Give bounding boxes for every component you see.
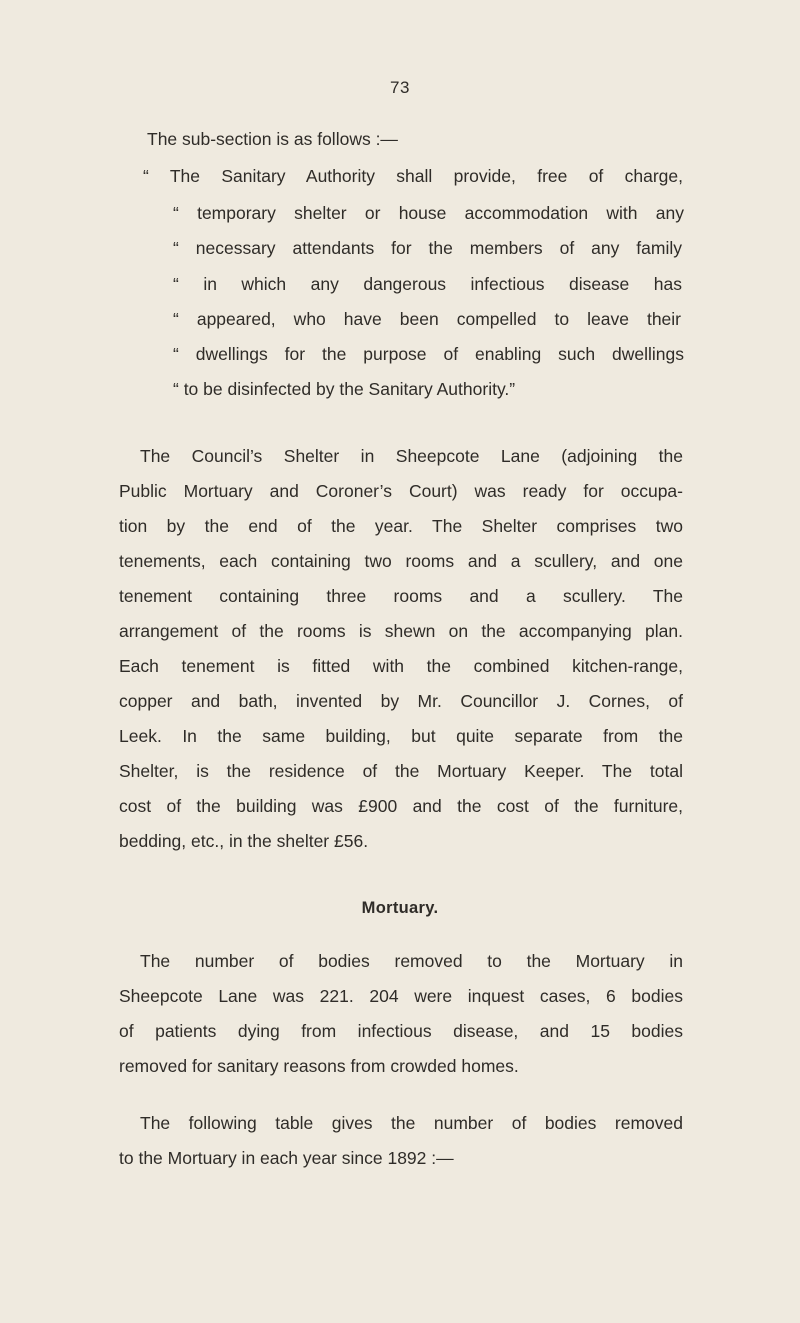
paragraph-line: Sheepcote Lane was 221. 204 were inquest cases, 6 bodies	[119, 986, 683, 1006]
paragraph-line: The following table gives the number of bodies removed	[140, 1113, 683, 1133]
paragraph-line: Shelter, is the residence of the Mortuary Keeper. The total	[119, 761, 683, 781]
paragraph-line: Public Mortuary and Coroner’s Court) was ready for occupa-	[119, 481, 683, 501]
paragraph-line: of patients dying from infectious disease, and 15 bodies	[119, 1021, 683, 1041]
paragraph-line: Each tenement is fitted with the combined kitchen-range,	[119, 656, 683, 676]
quote-line: “ to be disinfected by the Sanitary Authority.”	[173, 379, 516, 399]
quote-line: “ The Sanitary Authority shall provide, free of charge,	[143, 166, 683, 186]
paragraph-line: tion by the end of the year. The Shelter comprises two	[119, 516, 683, 536]
paragraph-line: copper and bath, invented by Mr. Councillor J. Cornes, of	[119, 691, 683, 711]
paragraph-line: bedding, etc., in the shelter £56.	[119, 831, 369, 851]
paragraph-line: The Council’s Shelter in Sheepcote Lane (adjoining the	[140, 446, 683, 466]
paragraph-line: to the Mortuary in each year since 1892 :—	[119, 1148, 454, 1168]
paragraph-line: cost of the building was £900 and the cost of the furniture,	[119, 796, 683, 816]
paragraph-line: tenements, each containing two rooms and a scullery, and one	[119, 551, 683, 571]
quote-line: “ appeared, who have been compelled to leave their	[173, 309, 681, 329]
paragraph-line: removed for sanitary reasons from crowded homes.	[119, 1056, 519, 1076]
paragraph-line: The number of bodies removed to the Mortuary in	[140, 951, 683, 971]
quote-line: “ dwellings for the purpose of enabling such dwellings	[173, 344, 684, 364]
paragraph-line: tenement containing three rooms and a scullery. The	[119, 586, 683, 606]
section-heading: Mortuary.	[361, 899, 439, 917]
intro-line: The sub-section is as follows :—	[147, 129, 398, 149]
page-number: 73	[390, 78, 410, 97]
quote-line: “ necessary attendants for the members of any family	[173, 238, 682, 258]
paragraph-line: arrangement of the rooms is shewn on the accompanying plan.	[119, 621, 683, 641]
quote-line: “ in which any dangerous infectious disease has	[173, 274, 682, 294]
quote-line: “ temporary shelter or house accommodation with any	[173, 203, 684, 223]
paragraph-line: Leek. In the same building, but quite separate from the	[119, 726, 683, 746]
